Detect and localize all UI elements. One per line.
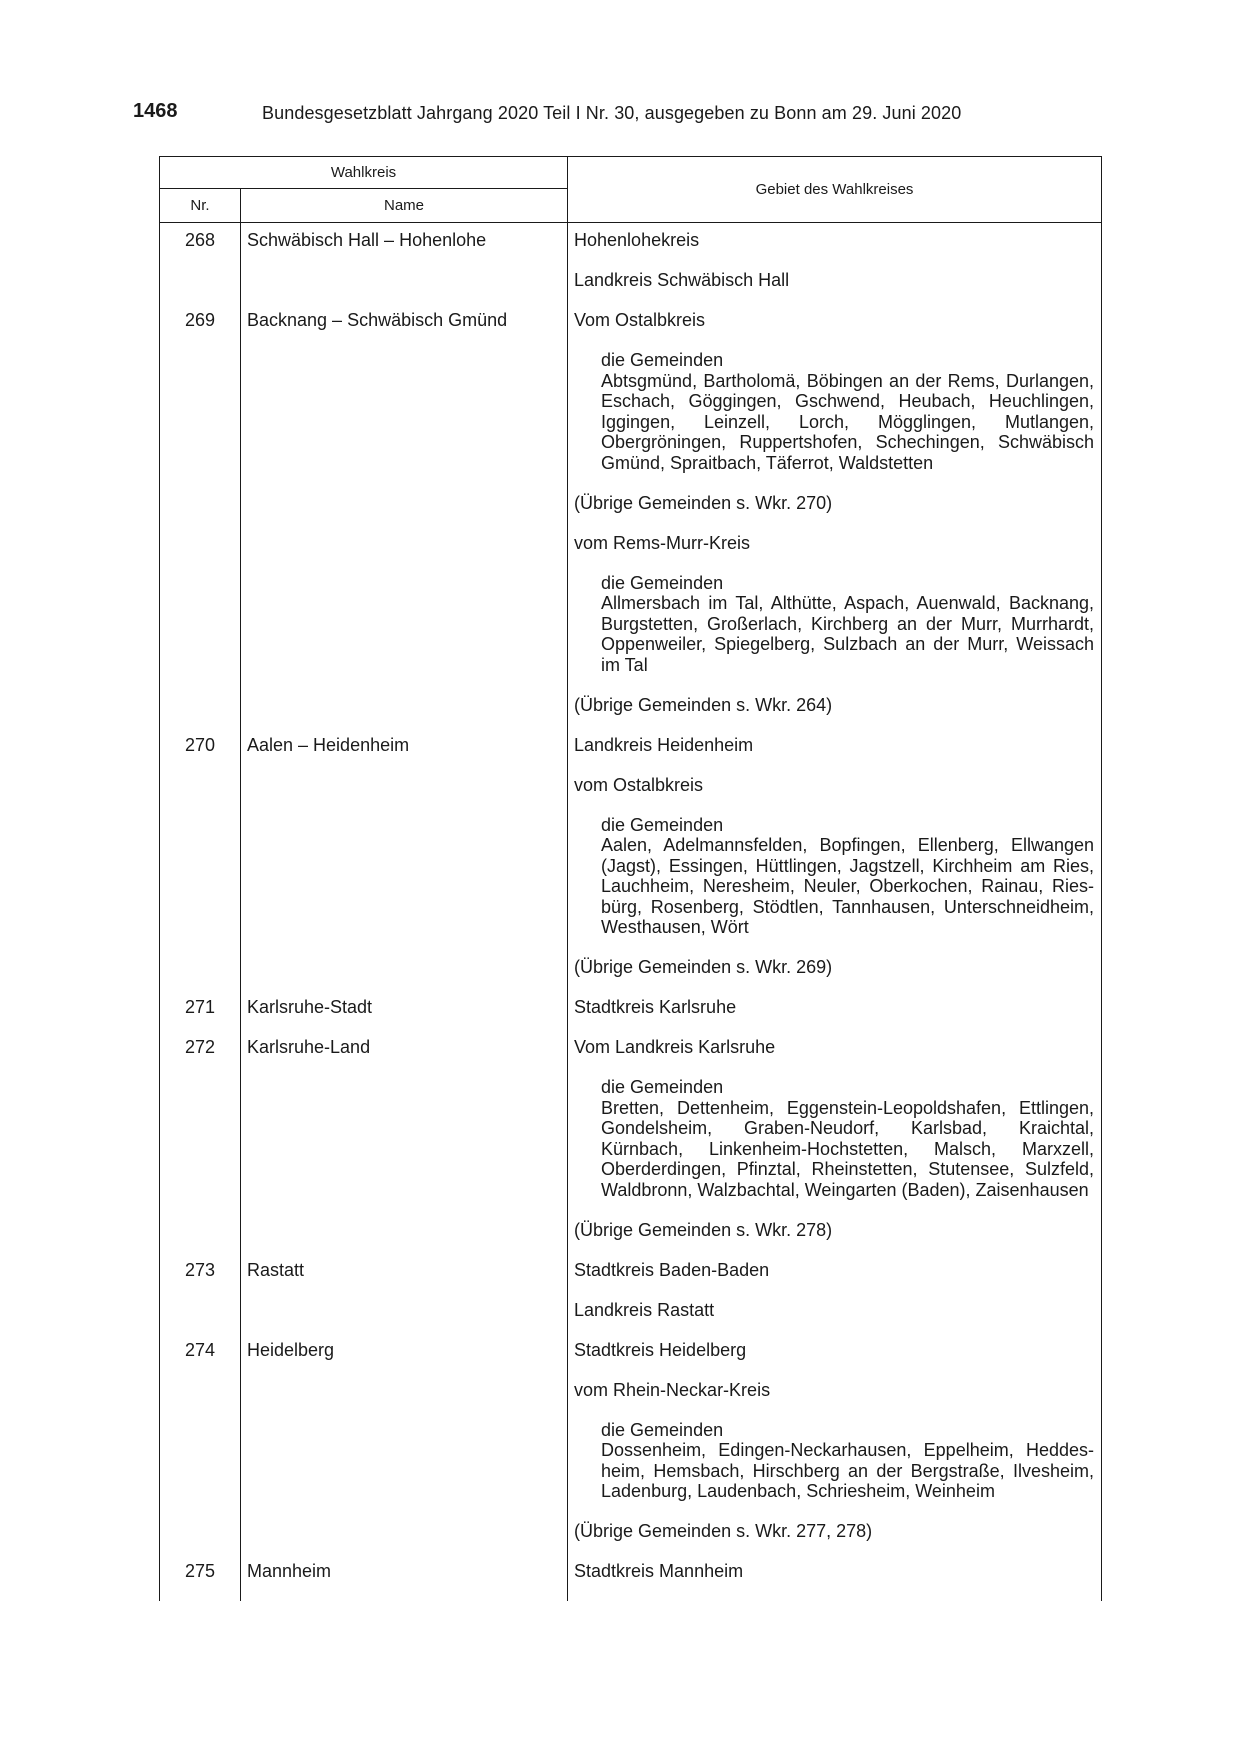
- gebiet-entry: Vom Landkreis Karlsruhe: [574, 1037, 776, 1057]
- gemeinden-label: die Gemeinden: [601, 1419, 724, 1440]
- page-number: 1468: [133, 100, 178, 122]
- wahlkreis-gebiet: [568, 1260, 1102, 1340]
- gebiet-entry: vom Ostalbkreis: [574, 774, 704, 795]
- gebiet-entry: Stadtkreis Karlsruhe: [574, 997, 737, 1017]
- wahlkreis-gebiet: [568, 1340, 1102, 1562]
- gebiet-entry: (Übrige Gemeinden s. Wkr. 277, 278): [574, 1521, 873, 1541]
- gebiet-entry: (Übrige Gemeinden s. Wkr. 270): [574, 492, 833, 513]
- wahlkreis-gebiet: [568, 997, 1102, 1037]
- header-gebiet: Gebiet des Wahlkreises: [568, 157, 1102, 223]
- gebiet-entry: Vom Ostalbkreis: [574, 310, 706, 330]
- wahlkreis-table: [159, 156, 1102, 1601]
- table-row: [160, 310, 1102, 735]
- wahlkreis-nr: 275: [160, 1561, 241, 1601]
- gemeinden-list: Bretten, Dettenheim, Eggenstein-Leopoldshafen, Ettlingen, Gondelsheim, Graben-Neudorf, Karlsbad, Kraichtal, Kürnbach, Linkenheim-Hochstetten, Malsch, Marxzell, Oberderdingen, Pfinztal, Rheinstetten, Stutensee, Sulzfeld, Waldbronn, Walzbachtal, Weingarten (Baden), Zaisenhausen: [601, 1097, 1095, 1200]
- wahlkreis-name: Schwäbisch Hall – Hohenlohe: [241, 223, 568, 311]
- gemeinden-block: [568, 350, 1101, 473]
- table-row: [160, 1260, 1102, 1340]
- wahlkreis-name: Mannheim: [241, 1561, 568, 1601]
- wahlkreis-nr: 271: [160, 997, 241, 1037]
- wahlkreis-gebiet: [568, 310, 1102, 735]
- wahlkreis-nr: 268: [160, 223, 241, 311]
- table-row: [160, 223, 1102, 311]
- gemeinden-block: [568, 1077, 1101, 1200]
- gebiet-entry: Stadtkreis Heidelberg: [574, 1339, 747, 1360]
- table-row: [160, 997, 1102, 1037]
- gebiet-entry: (Übrige Gemeinden s. Wkr. 278): [574, 1219, 833, 1240]
- wahlkreis-name: Heidelberg: [241, 1340, 568, 1562]
- header-nr: Nr.: [160, 189, 241, 223]
- table-row: [160, 1037, 1102, 1260]
- gemeinden-block: [568, 1420, 1101, 1502]
- gemeinden-label: die Gemeinden: [601, 350, 724, 370]
- table-row: [160, 735, 1102, 998]
- gebiet-entry: vom Rhein-Neckar-Kreis: [574, 1379, 771, 1400]
- wahlkreis-nr: 272: [160, 1037, 241, 1260]
- wahlkreis-name: Rastatt: [241, 1260, 568, 1340]
- gebiet-entry: Stadtkreis Baden-Baden: [574, 1259, 770, 1280]
- table-body: [160, 223, 1102, 1602]
- wahlkreis-nr: 270: [160, 735, 241, 998]
- gebiet-entry: Landkreis Schwäbisch Hall: [574, 270, 790, 290]
- wahlkreis-nr: 269: [160, 310, 241, 735]
- gebiet-entry: (Übrige Gemeinden s. Wkr. 264): [574, 694, 833, 715]
- table-header: [160, 157, 1102, 223]
- gemeinden-list: Dossenheim, Edingen-Neckarhausen, Eppelheim, Heddesheim, Hemsbach, Hirschberg an der Bergstraße, Ilvesheim, Ladenburg, Laudenbach, Schriesheim, Weinheim: [601, 1440, 1095, 1501]
- gemeinden-list: Allmersbach im Tal, Althütte, Aspach, Auenwald, Backnang, Burgstetten, Großerlach, Kirchberg an der Murr, Murrhardt, Oppenweiler, Spiegelberg, Sulzbach an der Murr, Weissach im Tal: [601, 593, 1095, 675]
- gemeinden-block: [568, 573, 1101, 676]
- table-row: [160, 1561, 1102, 1601]
- wahlkreis-gebiet: [568, 1561, 1102, 1601]
- header-name: Name: [241, 189, 568, 223]
- wahlkreis-gebiet: [568, 223, 1102, 311]
- gemeinden-list: Abtsgmünd, Bartholomä, Böbingen an der Rems, Durlangen, Eschach, Göggingen, Gschwend, Heubach, Heuchlingen, Iggingen, Leinzell, Lorch, Mögglingen, Mutlangen, Obergröningen, Ruppertshofen, Schechingen, Schwäbisch Gmünd, Spraitbach, Täferrot, Waldstetten: [601, 370, 1095, 473]
- gebiet-entry: Landkreis Heidenheim: [574, 734, 754, 755]
- gemeinden-label: die Gemeinden: [601, 814, 724, 835]
- header-wahlkreis: Wahlkreis: [160, 157, 568, 189]
- gebiet-entry: (Übrige Gemeinden s. Wkr. 269): [574, 957, 833, 977]
- gemeinden-label: die Gemeinden: [601, 1077, 724, 1097]
- wahlkreis-gebiet: [568, 1037, 1102, 1260]
- wahlkreis-name: Karlsruhe-Stadt: [241, 997, 568, 1037]
- gebiet-entry: Stadtkreis Mannheim: [574, 1561, 744, 1581]
- gebiet-entry: Landkreis Rastatt: [574, 1299, 715, 1320]
- gemeinden-list: Aalen, Adelmannsfelden, Bopfingen, Ellenberg, Ellwangen (Jagst), Essingen, Hüttlingen, Jagstzell, Kirchheim am Ries, Lauchheim, Neresheim, Neuler, Oberkochen, Rainau, Riesbürg, Rosenberg, Stödtlen, Tannhausen, Unterschneidheim, Westhausen, Wört: [601, 835, 1095, 937]
- gemeinden-label: die Gemeinden: [601, 572, 724, 593]
- wahlkreis-nr: 273: [160, 1260, 241, 1340]
- table-row: [160, 1340, 1102, 1562]
- running-title: Bundesgesetzblatt Jahrgang 2020 Teil I Nr. 30, ausgegeben zu Bonn am 29. Juni 2020: [262, 103, 962, 123]
- gebiet-entry: vom Rems-Murr-Kreis: [574, 532, 751, 553]
- wahlkreis-gebiet: [568, 735, 1102, 998]
- wahlkreis-nr: 274: [160, 1340, 241, 1562]
- gebiet-entry: Hohenlohekreis: [574, 230, 700, 250]
- gemeinden-block: [568, 815, 1101, 938]
- wahlkreis-name: Backnang – Schwäbisch Gmünd: [241, 310, 568, 735]
- wahlkreis-name: Aalen – Heidenheim: [241, 735, 568, 998]
- wahlkreis-name: Karlsruhe-Land: [241, 1037, 568, 1260]
